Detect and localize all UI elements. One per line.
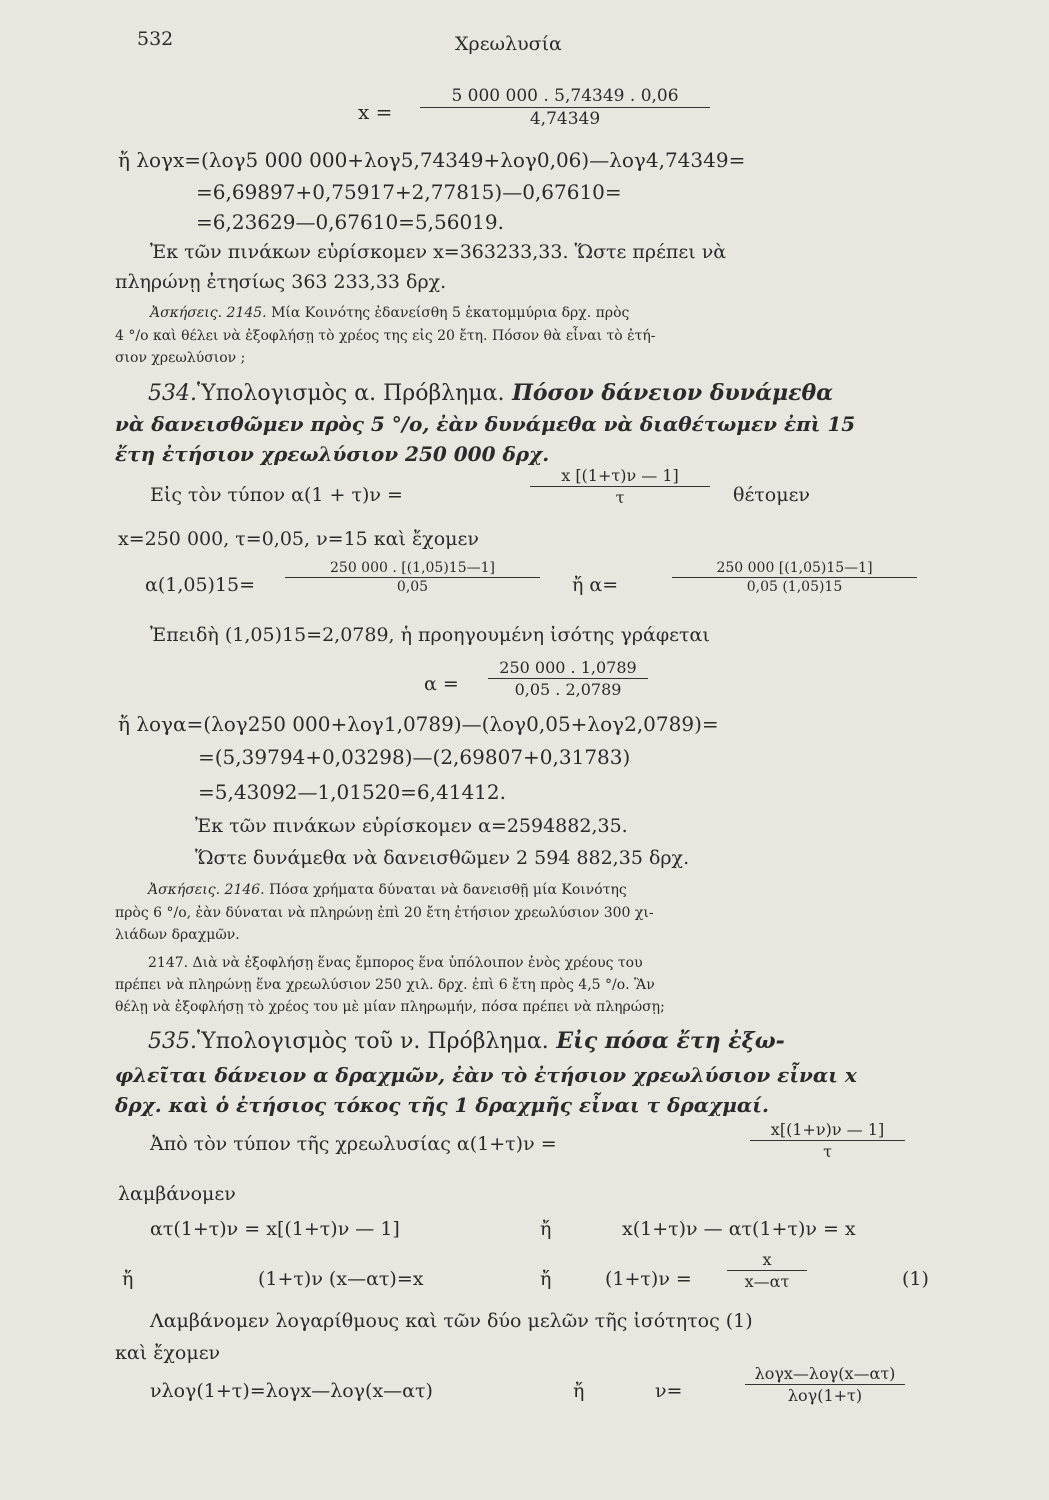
result-line-1: Ἐκ τῶν πινάκων εὑρίσκομεν x=363233,33. Ὥστε πρέπει νὰ [150,241,727,263]
logarithms-line-1: Λαμβάνομεν λογαρίθμους καὶ τῶν δύο μελῶν τῆς ἰσότητος (1) [150,1310,753,1332]
equation-1-right: x(1+τ)ν — ατ(1+τ)ν = x [622,1218,856,1240]
exercise-2147-line-2: πρέπει νὰ πληρώνῃ ἕνα χρεωλύσιον 250 χιλ. δρχ. ἐπὶ 6 ἔτη πρὸς 4,5 °/ο. Ἂν [115,977,655,993]
log-line-2: =6,69897+0,75917+2,77815)—0,67610= [196,180,622,204]
section-534-question-2: νὰ δανεισθῶμεν πρὸς 5 °/ο, ἐὰν δυνάμεθα νὰ διαθέτωμεν ἐπὶ 15 [115,412,856,436]
section-535-number: 535. [148,1029,197,1054]
formula-5-denominator: τ [823,1142,832,1161]
exercise-2145-head: Ἀσκήσεις. 2145. [150,305,267,321]
equation-1-or: ἤ [540,1218,552,1240]
x-fraction-denominator: 4,74349 [529,109,601,129]
section-534-question-1: Πόσον δάνειον δυνάμεθα [504,380,834,406]
exercise-2145-text-1: Μία Κοινότης ἐδανείσθη 5 ἑκατομμύρια δρχ. πρὸς [266,305,630,321]
formula-1-prefix: Εἰς τὸν τύπον α(1 + τ)ν = [150,484,403,506]
formula-5-prefix: Ἀπὸ τὸν τύπον τῆς χρεωλυσίας α(1+τ)ν = [150,1133,557,1155]
exercise-2145-line-3: σιον χρεωλύσιον ; [115,350,246,366]
equation-label-1: (1) [902,1268,929,1290]
formula-2-middle: ἤ α= [572,574,619,596]
formula-6-fraction [727,1250,807,1291]
formula-2-fraction [285,560,540,595]
formula-1-fraction [530,466,710,507]
page-number: 532 [137,28,174,50]
equation-2-right: (1+τ)ν = [605,1268,692,1290]
log-a-line-1: ἤ λογα=(λογ250 000+λογ1,0789)—(λογ0,05+λογ2,0789)= [118,712,719,736]
logarithms-line-2: καὶ ἔχομεν [115,1342,221,1364]
formula-3-numerator: 250 000 [(1,05)15—1] [672,560,917,578]
section-534-heading [148,380,833,406]
formula-6-numerator: x [727,1250,807,1271]
equation-1-left: ατ(1+τ)ν = x[(1+τ)ν — 1] [150,1218,400,1240]
formula-4-fraction [488,658,648,699]
exercise-2147-line-1: 2147. Διὰ νὰ ἐξοφλήσῃ ἕνας ἔμπορος ἕνα ὑπόλοιπον ἑνὸς χρέους του [148,955,643,971]
exercise-2146-text-1: Πόσα χρήματα δύναται νὰ δανεισθῇ μία Κοινότης [264,882,627,898]
substitution-line: x=250 000, τ=0,05, ν=15 καὶ ἔχομεν [118,528,479,550]
equation-2-or-2: ἤ [540,1268,552,1290]
section-535-question-3: δρχ. καὶ ὁ ἐτήσιος τόκος τῆς 1 δραχμῆς εἶναι τ δραχμαί. [115,1093,769,1117]
section-535-question-2: φλεῖται δάνειον α δραχμῶν, ἐὰν τὸ ἐτήσιον χρεωλύσιον εἶναι x [115,1063,857,1087]
formula-7-fraction [745,1364,905,1405]
log-line-3: =6,23629—0,67610=5,56019. [196,210,504,234]
section-535-title: Ὑπολογισμὸς τοῦ ν. Πρόβλημα. [196,1029,549,1054]
x-equals: x = [358,100,393,124]
section-535-heading [148,1028,785,1054]
section-534-number: 534. [148,381,197,406]
exercise-2146-line-2: πρὸς 6 °/ο, ἐὰν δύναται νὰ πληρώνῃ ἐπὶ 20 ἔτη ἐτήσιον χρεωλύσιον 300 χι- [115,905,654,921]
formula-2-denominator: 0,05 [396,579,429,595]
running-title: Χρεωλυσία [455,33,562,55]
equation-2-left: (1+τ)ν (x—ατ)=x [258,1268,424,1290]
formula-5-fraction [750,1120,905,1161]
formula-2-numerator: 250 000 . [(1,05)15—1] [285,560,540,578]
section-534-question-3: ἔτη ἐτήσιον χρεωλύσιον 250 000 δρχ. [115,442,550,466]
exercise-2147-line-3: θέλῃ νὰ ἐξοφλήσῃ τὸ χρέος του μὲ μίαν πληρωμήν, πόσα πρέπει νὰ πληρώσῃ; [115,999,665,1015]
exercise-2146-line-3: λιάδων δραχμῶν. [115,927,240,943]
log-a-line-2: =(5,39794+0,03298)—(2,69807+0,31783) [198,745,631,769]
since-line: Ἐπειδὴ (1,05)15=2,0789, ἡ προηγουμένη ἰσότης γράφεται [150,624,710,646]
exercise-2146-line-1 [148,882,627,898]
we-take-line: λαμβάνομεν [118,1183,236,1205]
formula-4-numerator: 250 000 . 1,0789 [488,658,648,679]
final-equation-or: ἤ [573,1380,585,1402]
final-equation-right: ν= [655,1380,683,1402]
formula-1-suffix: θέτομεν [733,484,810,506]
formula-2-prefix: α(1,05)15= [145,574,256,596]
exercise-2145-line-1 [150,305,629,321]
x-fraction-numerator: 5 000 000 . 5,74349 . 0,06 [420,86,710,108]
formula-4-denominator: 0,05 . 2,0789 [514,680,622,699]
formula-1-numerator: x [(1+τ)ν — 1] [530,466,710,487]
formula-7-numerator: λογx—λογ(x—ατ) [745,1364,905,1385]
table-result-line: Ἐκ τῶν πινάκων εὑρίσκομεν α=2594882,35. [195,815,628,837]
formula-3-fraction [672,560,917,595]
conclusion-line: Ὥστε δυνάμεθα νὰ δανεισθῶμεν 2 594 882,35 δρχ. [195,847,690,869]
section-535-question-1: Εἰς πόσα ἔτη ἐξω- [548,1028,785,1054]
formula-4-prefix: α = [424,673,459,695]
log-a-line-3: =5,43092—1,01520=6,41412. [198,780,506,804]
formula-7-denominator: λογ(1+τ) [787,1386,863,1405]
final-equation-left: νλογ(1+τ)=λογx—λογ(x—ατ) [150,1380,433,1402]
formula-3-denominator: 0,05 (1,05)15 [746,579,843,595]
x-fraction [420,86,710,129]
formula-1-denominator: τ [615,488,625,507]
equation-2-or-1: ἤ [122,1268,134,1290]
section-534-title: Ὑπολογισμὸς α. Πρόβλημα. [196,381,505,406]
exercise-2145-line-2: 4 °/ο καὶ θέλει νὰ ἐξοφλήσῃ τὸ χρέος της εἰς 20 ἔτη. Πόσον θὰ εἶναι τὸ ἐτή- [115,328,656,344]
exercise-2146-head: Ἀσκήσεις. 2146. [148,882,265,898]
formula-5-numerator: x[(1+ν)ν — 1] [750,1120,905,1141]
result-line-2: πληρώνῃ ἐτησίως 363 233,33 δρχ. [115,271,447,293]
formula-6-denominator: x—ατ [744,1272,790,1291]
log-line-1: ἤ λογx=(λογ5 000 000+λογ5,74349+λογ0,06)—λογ4,74349= [118,148,746,172]
